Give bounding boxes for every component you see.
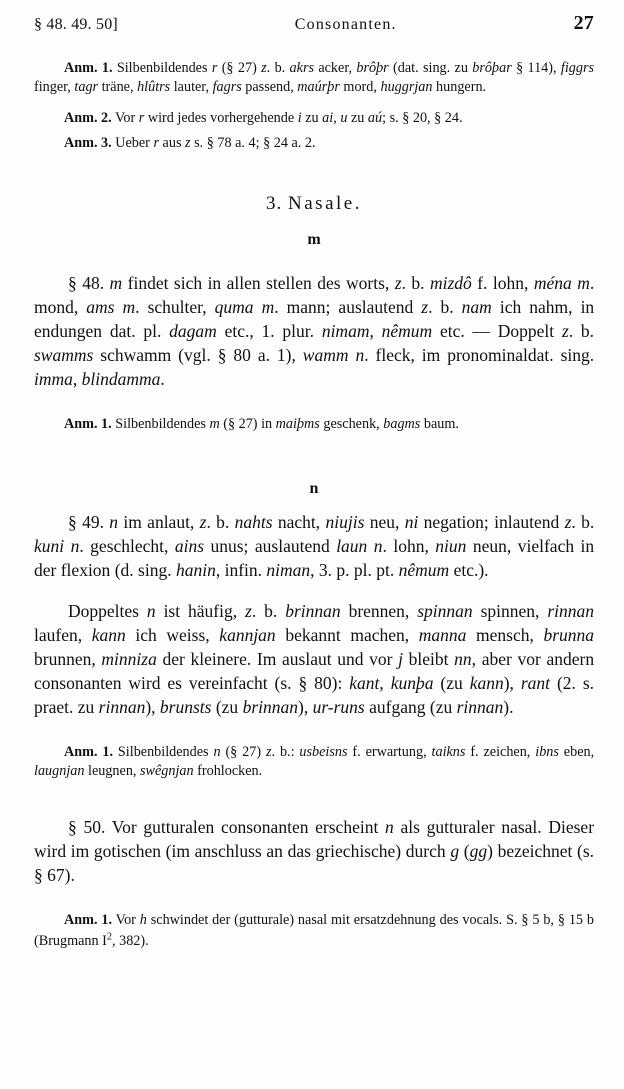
- cited-form: z: [185, 134, 191, 151]
- note-label: Anm. 3.: [64, 134, 112, 151]
- cited-form: maiþms: [275, 416, 320, 433]
- cited-form: dagam: [169, 320, 217, 341]
- note-label: Anm. 1.: [64, 744, 114, 761]
- note-anm-1-50: [34, 911, 594, 950]
- cited-form: z: [394, 272, 402, 293]
- cited-form: brunna: [543, 624, 595, 645]
- cited-form: ména: [533, 272, 572, 293]
- paragraph-50: § 50. Vor gutturalen consonanten erscheint n als gutturaler nasal. Dieser wird im gotischen (im anschluss an das griechische) durch g (gg) bezeichnet (s. § 67).: [34, 816, 595, 886]
- cited-form: ai: [322, 109, 334, 126]
- cited-form: rinnan: [98, 697, 146, 718]
- note-text: Silbenbildendes m (§ 27) in maiþms geschenk, bagms baum.: [115, 416, 459, 433]
- cited-form: laun: [336, 536, 368, 557]
- cited-form: ibns: [535, 744, 559, 761]
- section-number: 3.: [266, 192, 283, 214]
- cited-form: z: [561, 320, 569, 341]
- cited-form: nimam: [321, 320, 370, 341]
- note-text: Silbenbildendes r (§ 27) z. b. akrs acker, brôþr (dat. sing. zu brôþar § 114), figgrs finger, tagr träne, hlûtrs lauter, fagrs passend, maúrþr mord, huggrjan hungern.: [34, 60, 594, 95]
- note-anm-1-m: [34, 415, 594, 434]
- paragraph-49: § 49. n im anlaut, z. b. nahts nacht, niujis neu, ni negation; inlautend z. b. kuni n. geschlecht, ains unus; auslautend laun n. lohn, niun neun, vielfach in der flexion (d. sing. hanin, infin. niman, 3. p. pl. pt. nêmum etc.).: [34, 512, 595, 581]
- cited-form: kant: [349, 672, 380, 693]
- cited-form: r: [138, 109, 145, 126]
- cited-form: nêmum: [398, 560, 450, 581]
- cited-form: z: [261, 60, 267, 76]
- running-head: [34, 12, 594, 35]
- note-label: Anm. 2.: [64, 109, 112, 126]
- cited-form: n: [355, 344, 365, 365]
- cited-form: rinnan: [456, 697, 504, 718]
- note-anm-1-r: [34, 59, 594, 97]
- paragraph-49-doubled-n: Doppeltes n ist häufig, z. b. brinnan brennen, spinnan spinnen, rinnan laufen, kann ich weiss, kannjan bekannt machen, manna mensch, brunna brunnen, minniza der kleinere. Im auslaut und vor j bleibt nn, aber vor andern consonanten wird es vereinfacht (s. § 80): kant, kunþa (zu kann), rant (2. s. praet. zu rinnan), brunsts (zu brinnan), ur-runs aufgang (zu rinnan).: [34, 600, 595, 718]
- cited-form: n: [213, 744, 221, 761]
- cited-form: spinnan: [417, 600, 473, 621]
- cited-form: brôþr: [356, 60, 389, 76]
- cited-form: rinnan: [547, 600, 595, 621]
- section-title: Nasale.: [288, 192, 362, 214]
- running-head-left: § 48. 49. 50]: [34, 16, 118, 33]
- cited-form: figgrs: [560, 60, 594, 76]
- cited-form: swamms: [34, 344, 94, 365]
- cited-form: kannjan: [219, 624, 276, 645]
- cited-form: brôþar: [472, 60, 512, 76]
- cited-form: maúrþr: [297, 78, 340, 95]
- cited-form: r: [153, 134, 159, 151]
- cited-form: brinnan: [242, 697, 298, 718]
- cited-form: m: [261, 296, 275, 317]
- cited-form: wamm: [302, 344, 349, 365]
- cited-form: kuni: [34, 536, 65, 557]
- cited-form: n: [70, 536, 80, 557]
- cited-form: taikns: [431, 744, 466, 761]
- cited-form: akrs: [289, 60, 314, 76]
- cited-form: gg: [469, 841, 488, 862]
- cited-form: z: [564, 512, 572, 533]
- cited-form: kann: [469, 672, 504, 693]
- subsection-heading-m: m: [307, 230, 321, 248]
- cited-form: niun: [435, 536, 467, 557]
- cited-form: ur-runs: [312, 697, 365, 718]
- cited-form: r: [211, 60, 218, 76]
- cited-form: usbeisns: [299, 744, 348, 761]
- page-number: 27: [573, 12, 594, 34]
- paragraph-48: § 48. m findet sich in allen stellen des worts, z. b. mizdô f. lohn, ména m. mond, ams m. schulter, quma m. mann; auslautend z. b. nam ich nahm, in endungen dat. pl. dagam etc., 1. plur. nimam, nêmum etc. — Doppelt z. b. swamms schwamm (vgl. § 80 a. 1), wamm n. fleck, im pronominaldat. sing. imma, blindamma.: [34, 272, 595, 390]
- note-text: Ueber r aus z s. § 78 a. 4; § 24 a. 2.: [115, 134, 316, 151]
- cited-form: nn: [454, 648, 472, 669]
- subsection-heading-n: n: [309, 480, 319, 498]
- cited-form: nêmum: [381, 320, 433, 341]
- note-anm-2-r: [34, 109, 594, 128]
- cited-form: z: [265, 744, 272, 761]
- cited-form: n: [146, 600, 156, 621]
- cited-form: n: [109, 512, 119, 533]
- note-label: Anm. 1.: [64, 60, 113, 76]
- note-anm-1-n: [34, 743, 594, 781]
- cited-form: hlûtrs: [137, 78, 171, 95]
- cited-form: huggrjan: [380, 78, 433, 95]
- cited-form: j: [398, 648, 403, 669]
- cited-form: z: [199, 512, 207, 533]
- cited-form: niujis: [325, 512, 365, 533]
- cited-form: mizdô: [429, 272, 472, 293]
- note-text: Silbenbildendes n (§ 27) z. b.: usbeisns f. erwartung, taikns f. zeichen, ibns eben, laugnjan leugnen, swêgnjan frohlocken.: [34, 744, 595, 780]
- cited-form: m: [109, 272, 123, 293]
- cited-form: nam: [461, 296, 492, 317]
- section-heading: [34, 193, 594, 215]
- cited-form: z: [421, 296, 429, 317]
- cited-form: kann: [91, 624, 126, 645]
- cited-form: ni: [404, 512, 419, 533]
- cited-form: bagms: [383, 416, 421, 433]
- running-head-center: Consonanten.: [294, 16, 397, 33]
- cited-form: imma: [34, 369, 73, 390]
- cited-form: quma: [214, 296, 254, 317]
- page-content: [34, 12, 594, 951]
- cited-form: ams: [86, 296, 115, 317]
- cited-form: n: [373, 536, 383, 557]
- cited-form: h: [139, 912, 147, 929]
- note-text: Vor r wird jedes vorhergehende i zu ai, u zu aú; s. § 20, § 24.: [115, 109, 463, 126]
- cited-form: m: [577, 272, 590, 293]
- note-anm-3-r: [34, 134, 594, 153]
- cited-form: nahts: [234, 512, 273, 533]
- cited-form: niman: [266, 560, 311, 581]
- cited-form: rant: [520, 672, 551, 693]
- cited-form: blindamma: [81, 369, 161, 390]
- cited-form: n: [385, 816, 394, 837]
- cited-form: tagr: [74, 78, 99, 95]
- cited-form: swêgnjan: [140, 763, 194, 780]
- cited-form: minniza: [101, 648, 157, 669]
- cited-form: brinnan: [285, 600, 341, 621]
- cited-form: m: [122, 296, 136, 317]
- cited-form: laugnjan: [34, 763, 85, 780]
- cited-form: g: [450, 841, 460, 862]
- cited-form: z: [245, 600, 252, 621]
- cited-form: ains: [174, 536, 205, 557]
- note-text: Vor h schwindet der (gutturale) nasal mit ersatzdehnung des vocals. S. § 5 b, § 15 b (Brugmann $I^2$, 382).: [34, 912, 595, 949]
- cited-form: hanin: [175, 560, 216, 581]
- cited-form: brunsts: [159, 697, 212, 718]
- cited-form: i: [297, 109, 302, 126]
- cited-form: fagrs: [212, 78, 242, 95]
- cited-form: aú: [367, 109, 383, 126]
- cited-form: manna: [418, 624, 467, 645]
- note-label: Anm. 1.: [64, 416, 112, 433]
- cited-form: u: [340, 109, 348, 126]
- note-label: Anm. 1.: [64, 912, 113, 929]
- cited-form: kunþa: [390, 672, 434, 693]
- cited-form: m: [209, 416, 220, 433]
